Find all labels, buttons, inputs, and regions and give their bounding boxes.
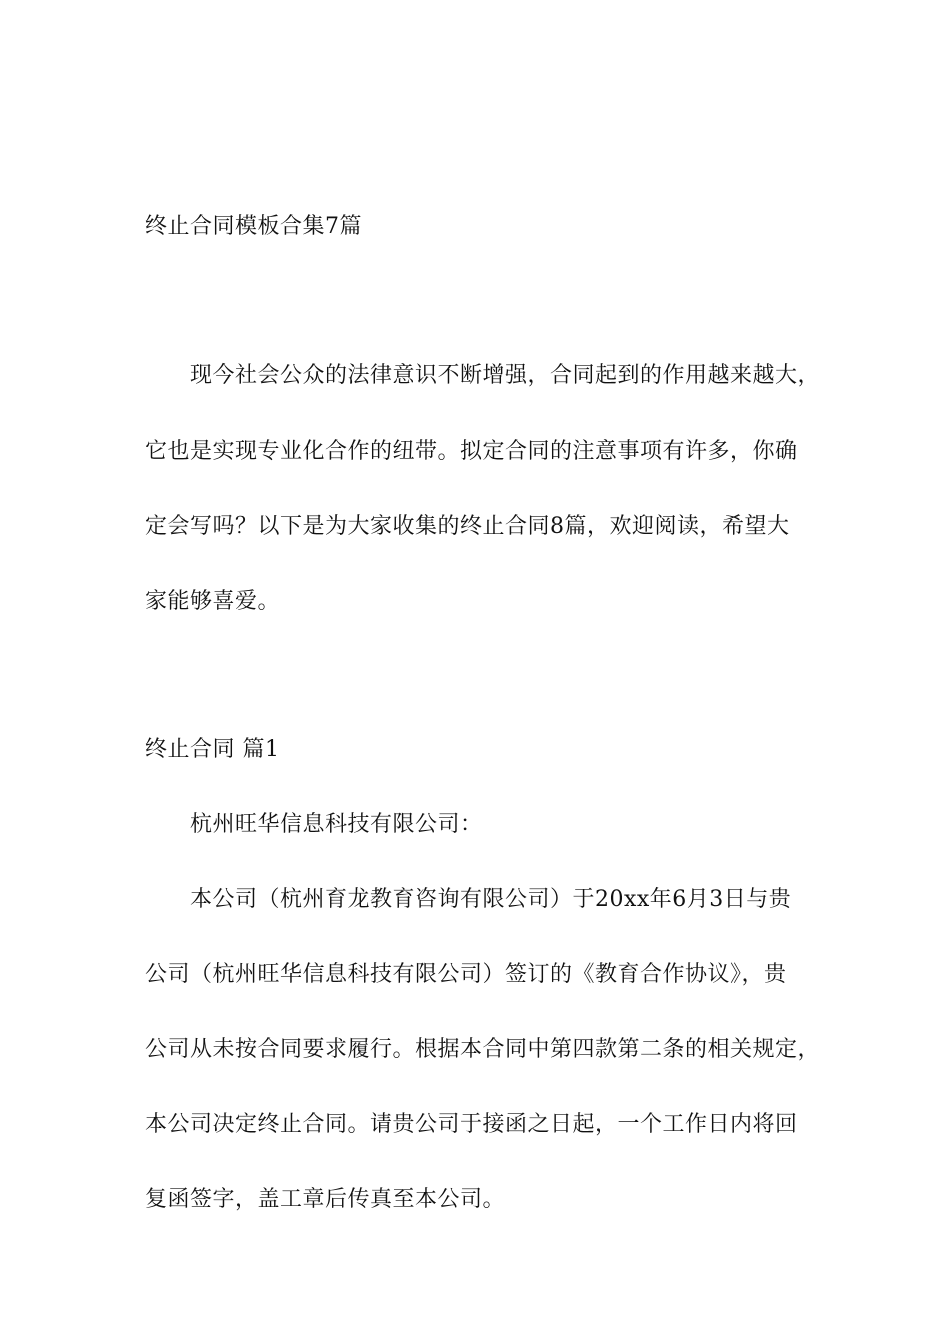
body-line: 复函签字，盖工章后传真至本公司。	[145, 1187, 506, 1212]
intro-line: 家能够喜爱。	[145, 589, 281, 614]
body-line: 本公司决定终止合同。请贵公司于接函之日起，一个工作日内将回	[145, 1112, 798, 1137]
section-heading: 终止合同 篇1	[145, 737, 280, 762]
intro-line: 它也是实现专业化合作的纽带。拟定合同的注意事项有许多，你确	[145, 439, 798, 464]
intro-line: 现今社会公众的法律意识不断增强，合同起到的作用越来越大，	[190, 363, 821, 388]
salutation: 杭州旺华信息科技有限公司：	[190, 812, 483, 837]
intro-line: 定会写吗？以下是为大家收集的终止合同8篇，欢迎阅读，希望大	[145, 514, 790, 539]
body-line: 本公司（杭州育龙教育咨询有限公司）于20xx年6月3日与贵	[190, 887, 792, 912]
body-line: 公司从未按合同要求履行。根据本合同中第四款第二条的相关规定，	[145, 1037, 821, 1062]
document-title: 终止合同模板合集7篇	[145, 214, 362, 239]
body-line: 公司（杭州旺华信息科技有限公司）签订的《教育合作协议》，贵	[145, 962, 787, 987]
